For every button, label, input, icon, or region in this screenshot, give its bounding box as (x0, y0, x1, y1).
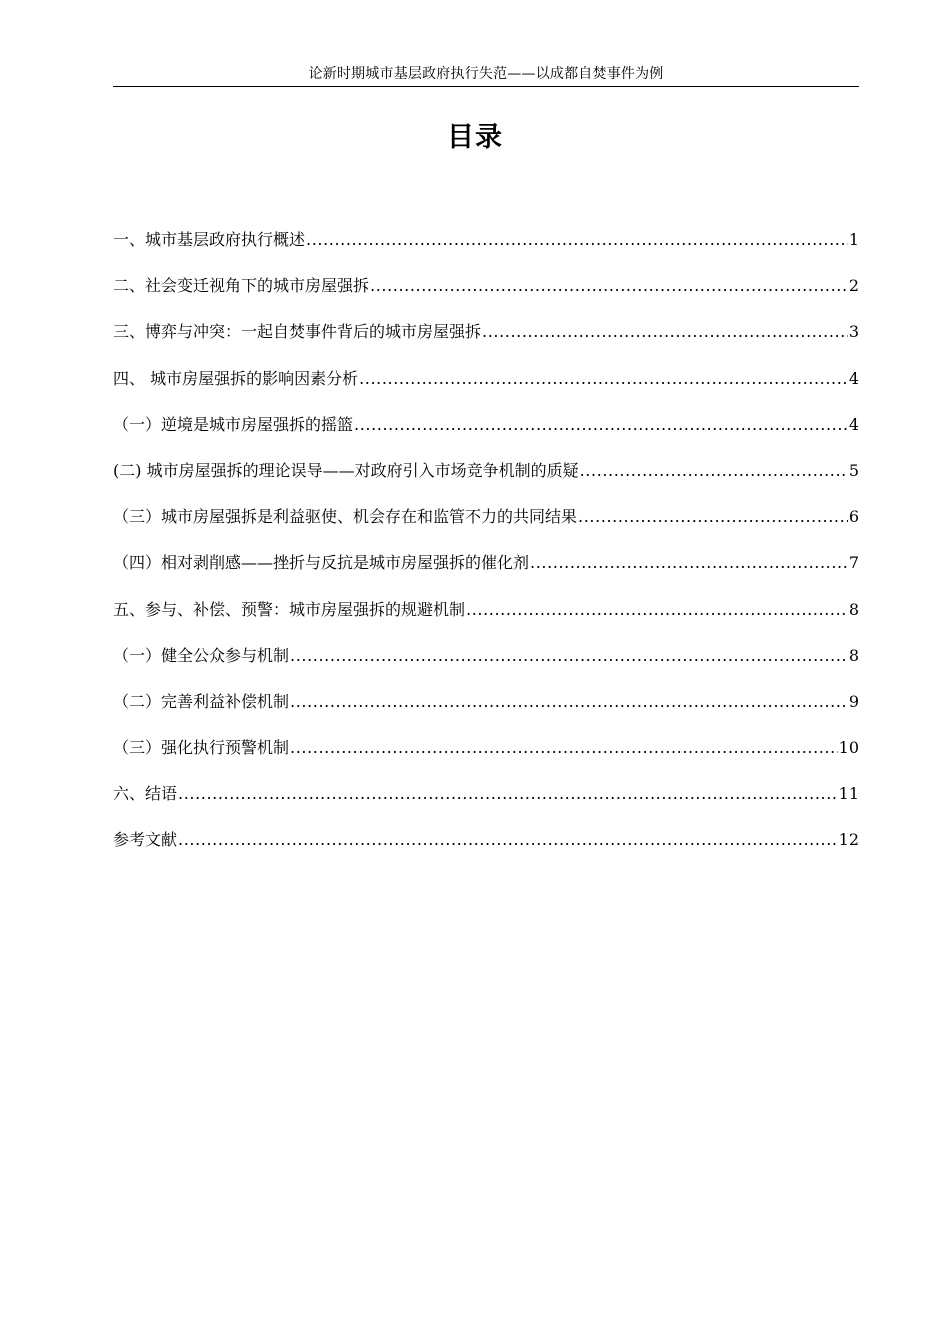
toc-dot-leader (290, 686, 848, 718)
toc-entry[interactable] (113, 270, 859, 316)
toc-entry[interactable] (113, 778, 859, 824)
toc-entry-title: （一）逆境是城市房屋强拆的摇篮 (113, 414, 354, 434)
toc-entry-page-number: 1 (848, 230, 859, 249)
toc-entry[interactable] (113, 409, 859, 455)
toc-entry[interactable] (113, 824, 859, 870)
toc-entry-title: 五、参与、补偿、预警：城市房屋强拆的规避机制 (113, 599, 466, 619)
toc-dot-leader (370, 270, 848, 302)
toc-entry-title: 三、博弈与冲突：一起自焚事件背后的城市房屋强拆 (113, 322, 482, 342)
toc-entry-title: （三）城市房屋强拆是利益驱使、机会存在和监管不力的共同结果 (113, 507, 578, 527)
running-header (113, 62, 859, 87)
toc-entry[interactable] (113, 732, 859, 778)
toc-entry-title: 六、结语 (113, 784, 178, 804)
toc-dot-leader (290, 640, 848, 672)
toc-entry-title: （二）完善利益补偿机制 (113, 691, 290, 711)
toc-entry-page-number: 12 (838, 830, 859, 850)
toc-dot-leader (482, 316, 848, 348)
toc-entry-page-number: 8 (848, 645, 859, 665)
toc-entry-page-number: 2 (848, 276, 859, 296)
toc-entry-page-number: 10 (838, 738, 859, 758)
toc-entry-page-number: 7 (848, 553, 859, 573)
toc-entry-page-number: 9 (848, 691, 859, 711)
toc-entry-page-number: 4 (848, 368, 859, 388)
toc-entry-title: 四、 城市房屋强拆的影响因素分析 (113, 368, 359, 388)
table-of-contents (113, 224, 859, 871)
toc-dot-leader (359, 363, 848, 395)
toc-entry-title: （三）强化执行预警机制 (113, 738, 290, 758)
toc-entry[interactable] (113, 501, 859, 547)
toc-dot-leader (178, 824, 838, 856)
toc-entry[interactable] (113, 363, 859, 409)
toc-dot-leader (306, 224, 848, 256)
toc-entry-title: (二) 城市房屋强拆的理论误导——对政府引入市场竞争机制的质疑 (113, 460, 579, 480)
toc-dot-leader (354, 409, 848, 441)
toc-entry[interactable] (113, 640, 859, 686)
toc-entry-title: 参考文献 (113, 830, 178, 850)
toc-entry[interactable] (113, 686, 859, 732)
toc-entry-page-number: 5 (848, 460, 859, 480)
toc-entry-page-number: 3 (848, 322, 859, 342)
toc-dot-leader (178, 778, 838, 810)
toc-entry-title: 二、社会变迁视角下的城市房屋强拆 (113, 276, 370, 296)
running-header-text: 论新时期城市基层政府执行失范——以成都自焚事件为例 (308, 66, 664, 82)
toc-dot-leader (580, 455, 848, 487)
toc-dot-leader (466, 594, 848, 626)
toc-dot-leader (290, 732, 838, 764)
toc-entry-page-number: 8 (848, 599, 859, 619)
toc-entry[interactable] (113, 224, 859, 270)
toc-entry-page-number: 6 (848, 507, 859, 527)
toc-entry-title: 一、城市基层政府执行概述 (113, 230, 306, 249)
toc-entry-title: （四）相对剥削感——挫折与反抗是城市房屋强拆的催化剂 (113, 553, 530, 573)
toc-dot-leader (530, 547, 848, 579)
toc-title: 目录 (447, 122, 503, 153)
toc-entry-title: （一）健全公众参与机制 (113, 645, 290, 665)
toc-entry-page-number: 11 (838, 784, 859, 804)
toc-entry-page-number: 4 (848, 414, 859, 434)
toc-entry[interactable] (113, 455, 859, 501)
toc-entry[interactable] (113, 547, 859, 593)
toc-entry[interactable] (113, 316, 859, 362)
toc-entry[interactable] (113, 594, 859, 640)
toc-dot-leader (578, 501, 848, 533)
